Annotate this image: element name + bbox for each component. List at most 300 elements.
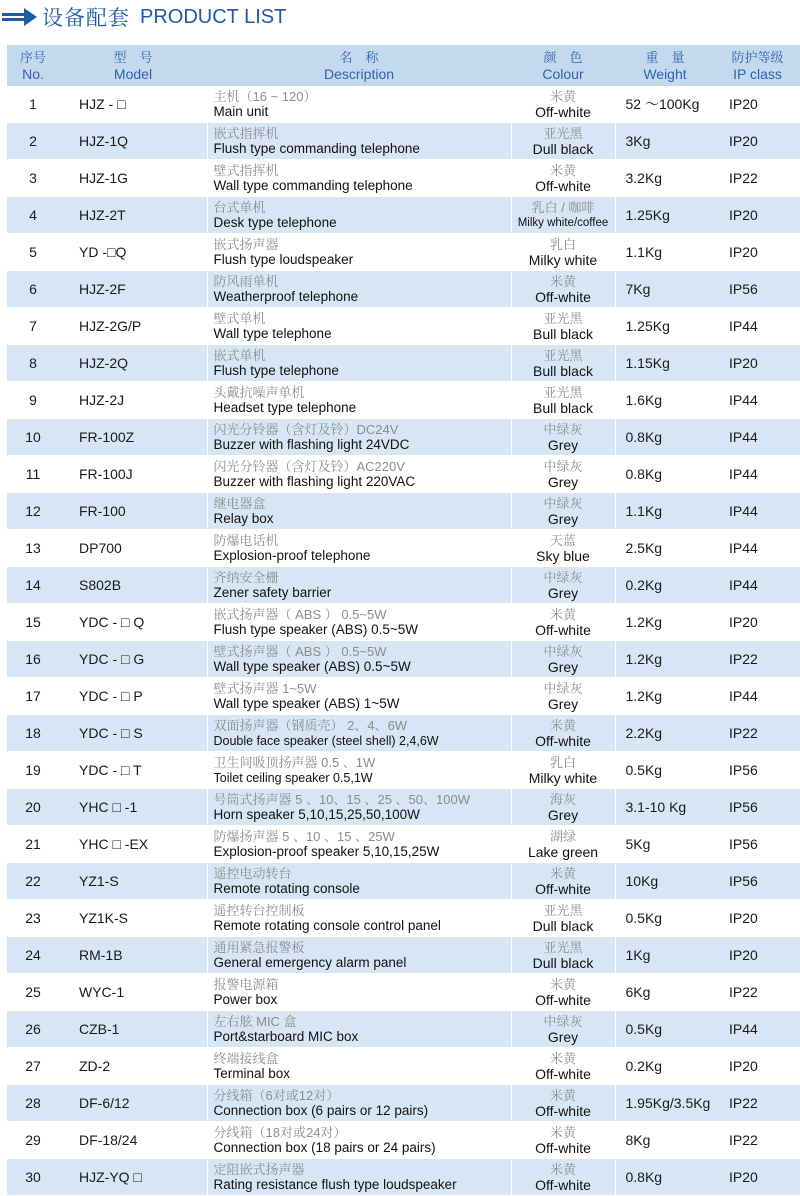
description-cell <box>207 900 511 937</box>
description-en: Main unit <box>213 103 269 119</box>
row-number: 3 <box>29 169 37 186</box>
ip-class-cell: IP44 <box>715 1011 800 1048</box>
colour-cn: 乳白 <box>549 236 576 252</box>
weight-cell: 0.5Kg <box>615 752 715 789</box>
colour-cn: 湖绿 <box>549 828 576 844</box>
row-number: 2 <box>7 123 59 160</box>
row-number: 9 <box>29 391 37 408</box>
weight-cell: 0.8Kg <box>615 1159 715 1196</box>
weight-cell: 1Kg <box>615 937 715 974</box>
description-cn: 主机（16 ~ 120） <box>213 88 317 104</box>
colour-en: Bull black <box>533 325 593 342</box>
colour-cell <box>511 937 615 974</box>
ip-class-cell: IP44 <box>715 419 800 456</box>
description-cell <box>207 1159 511 1196</box>
description-cn: 终端接线盒 <box>213 1050 279 1066</box>
description-cn: 分线箱（18对或24对） <box>213 1124 347 1140</box>
description-en: Headset type telephone <box>213 399 357 415</box>
model-cell: HJZ-2J <box>79 391 125 408</box>
table-row <box>7 86 800 123</box>
arrow-right-icon <box>2 7 38 27</box>
weight-cell: 3.2Kg <box>615 160 715 197</box>
weight-cell: 1.6Kg <box>615 382 715 419</box>
ip-class-cell: IP20 <box>729 243 758 260</box>
weight-cell: 1.95Kg/3.5Kg <box>615 1085 715 1122</box>
ip-class-cell: IP20 <box>729 909 758 926</box>
table-row <box>7 271 800 308</box>
weight-cell: 0.5Kg <box>615 900 715 937</box>
model-cell: HJZ-YQ □ <box>59 1159 207 1196</box>
colour-cell <box>511 900 615 937</box>
model-cell: YZ1K-S <box>79 909 129 926</box>
description-en: Wall type speaker (ABS) 0.5~5W <box>213 658 411 674</box>
colour-cell <box>511 567 615 604</box>
description-cn: 闪光分铃器（含灯及铃）DC24V <box>213 421 399 437</box>
model-cell: DF-6/12 <box>59 1085 207 1122</box>
weight-cell: 0.8Kg <box>615 456 715 493</box>
table-row <box>7 345 800 382</box>
description-cell <box>207 308 511 345</box>
weight-cell: 1.1Kg <box>615 493 715 530</box>
description-cn: 卫生间吸顶扬声器 0.5 、1W <box>213 754 376 770</box>
colour-cell <box>511 715 615 752</box>
weight-cell: 7Kg <box>615 271 715 308</box>
row-number: 26 <box>7 1011 59 1048</box>
colour-cell <box>511 123 615 160</box>
colour-cn: 中绿灰 <box>543 643 583 659</box>
description-cn: 定阻嵌式扬声器 <box>213 1161 305 1177</box>
description-en: Desk type telephone <box>213 214 337 230</box>
weight-cell: 1.25Kg <box>615 308 715 345</box>
colour-cell <box>511 530 615 567</box>
table-row <box>7 752 800 789</box>
ip-class-cell: IP20 <box>715 1159 800 1196</box>
row-number: 25 <box>25 983 41 1000</box>
colour-cell <box>511 974 615 1011</box>
colour-cell <box>511 752 615 789</box>
table-row <box>7 197 800 234</box>
description-en: Horn speaker 5,10,15,25,50,100W <box>213 806 420 822</box>
column-header-colour: 颜 色 Colour <box>511 45 615 86</box>
description-cn: 嵌式扬声器 <box>213 236 279 252</box>
table-row <box>7 900 800 937</box>
weight-cell: 5Kg <box>615 826 715 863</box>
weight-cell: 1.1Kg <box>615 234 715 271</box>
colour-cn: 中绿灰 <box>543 495 583 511</box>
page-header <box>0 0 800 34</box>
colour-en: Sky blue <box>536 547 590 564</box>
colour-en: Lake green <box>527 843 599 860</box>
colour-cn: 米黄 <box>549 1161 576 1177</box>
row-number: 6 <box>7 271 59 308</box>
description-cell <box>207 1011 511 1048</box>
description-en: Double face speaker (steel shell) 2,4,6W <box>213 733 439 748</box>
row-number: 30 <box>7 1159 59 1196</box>
colour-en: Off-white <box>535 621 591 638</box>
table-row <box>7 715 800 752</box>
description-cn: 继电器盒 <box>213 495 266 511</box>
colour-en: Grey <box>547 806 579 823</box>
colour-en: Off-white <box>535 177 591 194</box>
row-number: 27 <box>25 1057 41 1074</box>
ip-class-cell: IP20 <box>729 1057 758 1074</box>
table-row <box>7 1159 800 1196</box>
description-cn: 号筒式扬声器 5 、10、15 、25 、50、100W <box>213 791 470 807</box>
weight-cell: 0.2Kg <box>615 567 715 604</box>
description-en: General emergency alarm panel <box>213 954 407 970</box>
colour-cell <box>511 789 615 826</box>
colour-en: Milky white <box>528 769 598 786</box>
row-number: 29 <box>25 1131 41 1148</box>
colour-cell <box>511 493 615 530</box>
colour-cell <box>511 456 615 493</box>
row-number: 7 <box>29 317 37 334</box>
weight-cell: 1.15Kg <box>615 345 715 382</box>
colour-cn: 米黄 <box>549 162 576 178</box>
colour-cn: 亚光黑 <box>543 347 583 363</box>
product-table <box>7 45 800 1196</box>
model-cell: YDC - □ S <box>59 715 207 752</box>
model-cell: YD -□Q <box>79 243 127 260</box>
description-cn: 台式单机 <box>213 199 266 215</box>
colour-en: Off-white <box>535 880 591 897</box>
model-cell: YHC □ -EX <box>79 835 149 852</box>
ip-class-cell: IP44 <box>715 493 800 530</box>
colour-cell <box>511 1122 615 1159</box>
table-row <box>7 604 800 641</box>
column-header-ip-class: 防护等级 IP class <box>715 45 800 86</box>
description-cell <box>207 271 511 308</box>
colour-en: Milky white <box>528 251 598 268</box>
model-cell: HJZ-1G <box>79 169 128 186</box>
table-row <box>7 234 800 271</box>
description-cn: 分线箱（6对或12对） <box>213 1087 340 1103</box>
column-header-model: 型 号 Model <box>59 45 207 86</box>
description-cn: 通用紧急报警板 <box>213 939 305 955</box>
model-cell: RM-1B <box>59 937 207 974</box>
description-en: Weatherproof telephone <box>213 288 359 304</box>
colour-cn: 亚光黑 <box>543 384 583 400</box>
colour-cell <box>511 604 615 641</box>
description-en: Rating resistance flush type loudspeaker <box>213 1176 457 1192</box>
description-cell <box>207 530 511 567</box>
ip-class-cell: IP22 <box>729 1131 758 1148</box>
colour-cell <box>511 1011 615 1048</box>
description-en: Wall type commanding telephone <box>213 177 413 193</box>
description-cn: 闪光分铃器（含灯及铃）AC220V <box>213 458 405 474</box>
model-cell: WYC-1 <box>79 983 125 1000</box>
row-number: 20 <box>7 789 59 826</box>
weight-cell: 52 ～100Kg <box>615 86 715 123</box>
colour-cn: 中绿灰 <box>543 569 583 585</box>
colour-cn: 中绿灰 <box>543 421 583 437</box>
colour-cell <box>511 863 615 900</box>
ip-class-cell: IP22 <box>729 983 758 1000</box>
colour-en: Bull black <box>533 399 593 416</box>
description-en: Connection box (6 pairs or 12 pairs) <box>213 1102 429 1118</box>
table-row <box>7 1085 800 1122</box>
weight-cell: 2.2Kg <box>615 715 715 752</box>
table-row <box>7 826 800 863</box>
table-row <box>7 456 800 493</box>
description-cell <box>207 974 511 1011</box>
model-cell: HJZ-2T <box>59 197 207 234</box>
description-cn: 嵌式指挥机 <box>213 125 279 141</box>
row-number: 16 <box>7 641 59 678</box>
colour-cn: 乳白 / 咖啡 <box>531 199 595 215</box>
model-cell: HJZ-2G/P <box>79 317 142 334</box>
description-cn: 嵌式单机 <box>213 347 266 363</box>
model-cell: FR-100 <box>59 493 207 530</box>
table-row <box>7 419 800 456</box>
model-cell: HJZ-2F <box>59 271 207 308</box>
description-cell <box>207 1122 511 1159</box>
description-cn: 防爆扬声器 5 、10 、15 、25W <box>213 828 395 844</box>
colour-cell <box>511 197 615 234</box>
ip-class-cell: IP56 <box>715 863 800 900</box>
ip-class-cell: IP56 <box>729 761 758 778</box>
weight-cell: 10Kg <box>615 863 715 900</box>
description-cell <box>207 641 511 678</box>
model-cell: ZD-2 <box>79 1057 111 1074</box>
description-cell <box>207 493 511 530</box>
column-header-weight: 重 量 Weight <box>615 45 715 86</box>
colour-en: Grey <box>547 584 579 601</box>
colour-en: Grey <box>547 436 579 453</box>
colour-cn: 米黄 <box>549 1124 576 1140</box>
table-row <box>7 789 800 826</box>
description-cn: 双面扬声器（钢质壳） 2、4、6W <box>213 717 408 733</box>
description-cn: 遥控转台控制板 <box>213 902 305 918</box>
colour-cn: 亚光黑 <box>543 125 583 141</box>
row-number: 4 <box>7 197 59 234</box>
ip-class-cell: IP20 <box>715 937 800 974</box>
colour-cell <box>511 826 615 863</box>
table-row <box>7 937 800 974</box>
colour-cn: 米黄 <box>549 88 576 104</box>
ip-class-cell: IP56 <box>729 835 758 852</box>
description-cn: 头戴抗噪声单机 <box>213 384 305 400</box>
row-number: 23 <box>25 909 41 926</box>
colour-en: Milky white/coffee <box>517 216 609 229</box>
model-cell: YZ1-S <box>59 863 207 900</box>
description-cell <box>207 826 511 863</box>
colour-en: Grey <box>547 510 579 527</box>
description-cell <box>207 715 511 752</box>
table-row <box>7 641 800 678</box>
description-cell <box>207 345 511 382</box>
colour-en: Off-white <box>535 288 591 305</box>
description-en: Relay box <box>213 510 274 526</box>
description-cell <box>207 197 511 234</box>
colour-cell <box>511 345 615 382</box>
description-en: Flush type speaker (ABS) 0.5~5W <box>213 621 418 637</box>
colour-cn: 中绿灰 <box>543 458 583 474</box>
weight-cell: 0.5Kg <box>615 1011 715 1048</box>
description-en: Flush type commanding telephone <box>213 140 420 156</box>
row-number: 21 <box>25 835 41 852</box>
row-number: 15 <box>25 613 41 630</box>
row-number: 17 <box>25 687 41 704</box>
row-number: 10 <box>7 419 59 456</box>
colour-cell <box>511 234 615 271</box>
table-row <box>7 493 800 530</box>
description-cell <box>207 1085 511 1122</box>
colour-cn: 天蓝 <box>549 532 576 548</box>
row-number: 28 <box>7 1085 59 1122</box>
colour-cn: 亚光黑 <box>543 310 583 326</box>
weight-cell: 0.2Kg <box>615 1048 715 1085</box>
description-cell <box>207 863 511 900</box>
description-cn: 壁式扬声器 1~5W <box>213 680 317 696</box>
description-en: Zener safety barrier <box>213 584 332 600</box>
ip-class-cell: IP20 <box>715 345 800 382</box>
colour-cell <box>511 678 615 715</box>
colour-en: Grey <box>547 658 579 675</box>
description-cn: 壁式扬声器（ ABS ） 0.5~5W <box>213 643 387 659</box>
column-header-description: 名 称 Description <box>207 45 511 86</box>
colour-en: Off-white <box>535 1139 591 1156</box>
model-cell: FR-100Z <box>59 419 207 456</box>
description-en: Wall type speaker (ABS) 1~5W <box>213 695 400 711</box>
colour-cn: 海灰 <box>549 791 576 807</box>
model-cell: CZB-1 <box>59 1011 207 1048</box>
colour-cell <box>511 308 615 345</box>
model-cell: DF-18/24 <box>79 1131 138 1148</box>
colour-cn: 米黄 <box>549 865 576 881</box>
description-en: Toilet ceiling speaker 0.5,1W <box>213 770 373 785</box>
description-cn: 防风雨单机 <box>213 273 279 289</box>
description-en: Remote rotating console control panel <box>213 917 441 933</box>
weight-cell: 1.25Kg <box>615 197 715 234</box>
colour-cell <box>511 641 615 678</box>
description-cn: 防爆电话机 <box>213 532 279 548</box>
weight-cell: 0.8Kg <box>615 419 715 456</box>
description-cell <box>207 123 511 160</box>
row-number: 24 <box>7 937 59 974</box>
weight-cell: 1.2Kg <box>615 604 715 641</box>
description-en: Power box <box>213 991 278 1007</box>
model-cell: YDC - □ G <box>59 641 207 678</box>
colour-cn: 乳白 <box>549 754 576 770</box>
colour-cn: 中绿灰 <box>543 1013 583 1029</box>
colour-cn: 米黄 <box>549 606 576 622</box>
colour-en: Grey <box>547 695 579 712</box>
row-number: 11 <box>25 465 41 482</box>
ip-class-cell: IP20 <box>729 95 758 112</box>
table-header-row <box>7 45 800 86</box>
description-en: Flush type loudspeaker <box>213 251 354 267</box>
colour-cell <box>511 160 615 197</box>
description-cell <box>207 160 511 197</box>
ip-class-cell: IP22 <box>729 169 758 186</box>
model-cell: YDC - □ Q <box>79 613 145 630</box>
colour-en: Grey <box>547 1028 579 1045</box>
colour-cell <box>511 1159 615 1196</box>
weight-cell: 6Kg <box>615 974 715 1011</box>
colour-cell <box>511 382 615 419</box>
description-cell <box>207 234 511 271</box>
description-en: Flush type telephone <box>213 362 339 378</box>
model-cell: HJZ-2Q <box>59 345 207 382</box>
description-cell <box>207 382 511 419</box>
description-en: Buzzer with flashing light 220VAC <box>213 473 416 489</box>
colour-cell <box>511 1085 615 1122</box>
colour-cell <box>511 1048 615 1085</box>
table-row <box>7 678 800 715</box>
description-en: Wall type telephone <box>213 325 332 341</box>
model-cell: HJZ - □ <box>79 95 126 112</box>
ip-class-cell: IP44 <box>729 317 758 334</box>
table-row <box>7 567 800 604</box>
table-row <box>7 530 800 567</box>
colour-cell <box>511 86 615 123</box>
row-number: 12 <box>7 493 59 530</box>
ip-class-cell: IP22 <box>715 641 800 678</box>
ip-class-cell: IP44 <box>729 539 758 556</box>
table-row <box>7 1011 800 1048</box>
colour-en: Off-white <box>535 1176 591 1193</box>
model-cell: FR-100J <box>79 465 133 482</box>
description-en: Port&starboard MIC box <box>213 1028 359 1044</box>
ip-class-cell: IP44 <box>729 391 758 408</box>
row-number: 5 <box>29 243 37 260</box>
page-title-cn: 设备配套 <box>42 7 130 30</box>
ip-class-cell: IP44 <box>729 687 758 704</box>
ip-class-cell: IP22 <box>715 715 800 752</box>
weight-cell: 2.5Kg <box>615 530 715 567</box>
description-cn: 嵌式扬声器（ ABS ） 0.5~5W <box>213 606 387 622</box>
description-cn: 齐纳安全栅 <box>213 569 279 585</box>
description-en: Terminal box <box>213 1065 291 1081</box>
model-cell: HJZ-1Q <box>59 123 207 160</box>
description-cn: 壁式单机 <box>213 310 266 326</box>
ip-class-cell: IP20 <box>729 613 758 630</box>
description-en: Connection box (18 pairs or 24 pairs) <box>213 1139 436 1155</box>
table-row <box>7 863 800 900</box>
colour-en: Dull black <box>532 140 594 157</box>
row-number: 18 <box>7 715 59 752</box>
colour-cn: 米黄 <box>549 273 576 289</box>
description-cell <box>207 678 511 715</box>
description-en: Explosion-proof telephone <box>213 547 371 563</box>
description-en: Explosion-proof speaker 5,10,15,25W <box>213 843 440 859</box>
colour-cell <box>511 419 615 456</box>
description-cn: 报警电源箱 <box>213 976 279 992</box>
row-number: 19 <box>25 761 41 778</box>
description-cell <box>207 456 511 493</box>
description-cell <box>207 1048 511 1085</box>
description-cell <box>207 419 511 456</box>
model-cell: S802B <box>59 567 207 604</box>
weight-cell: 1.2Kg <box>615 678 715 715</box>
weight-cell: 1.2Kg <box>615 641 715 678</box>
weight-cell: 8Kg <box>615 1122 715 1159</box>
table-row <box>7 1048 800 1085</box>
ip-class-cell: IP56 <box>715 271 800 308</box>
description-cell <box>207 604 511 641</box>
ip-class-cell: IP44 <box>729 465 758 482</box>
table-row <box>7 160 800 197</box>
weight-cell: 3Kg <box>615 123 715 160</box>
colour-en: Off-white <box>535 1102 591 1119</box>
table-row <box>7 308 800 345</box>
description-cn: 遥控电动转台 <box>213 865 292 881</box>
ip-class-cell: IP20 <box>715 123 800 160</box>
row-number: 8 <box>7 345 59 382</box>
weight-cell: 3.1-10 Kg <box>615 789 715 826</box>
description-cell <box>207 86 511 123</box>
